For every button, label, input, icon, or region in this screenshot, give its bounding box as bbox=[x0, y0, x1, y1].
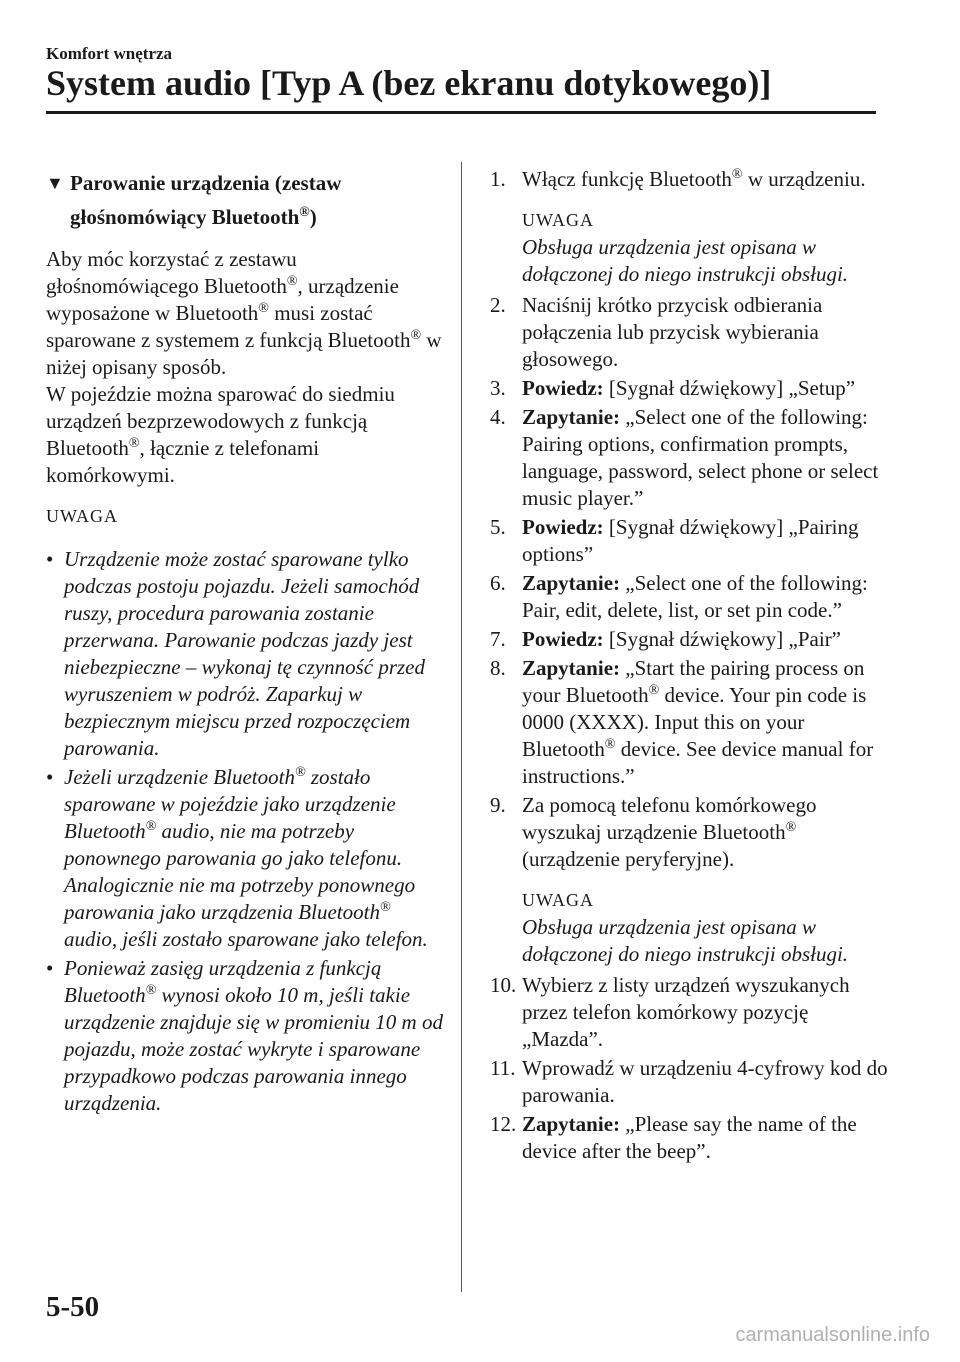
step-item: 5. Powiedz: [Sygnał dźwiękowy] „Pairing options” bbox=[490, 515, 859, 566]
title-rule bbox=[46, 111, 876, 114]
section-heading: ▼ Parowanie urządzenia (zestaw głośnomówiący Bluetooth®) bbox=[46, 166, 446, 234]
note-label: UWAGA bbox=[46, 506, 118, 526]
step-number: 7. bbox=[490, 627, 506, 651]
note-bullet: • Jeżeli urządzenie Bluetooth® zostało sparowane w pojeździe jako urządzenie Bluetooth® audio, nie ma potrzeby ponownego parowania go jako telefonu. Analogicznie nie ma potrzeby ponownego parowania jako urządzenia Bluetooth® audio, jeśli zostało sparowane jako telefon. bbox=[46, 765, 428, 951]
bullet-icon: • bbox=[46, 765, 54, 789]
step-item: 6. Zapytanie: „Select one of the following: Pair, edit, delete, list, or set pin code.” bbox=[490, 571, 868, 622]
intro-paragraph: Aby móc korzystać z zestawu głośnomówiącego Bluetooth®, urządzenie wyposażone w Bluetooth® musi zostać sparowane z systemem z funkcją Bluetooth® w niżej opisany sposób. W pojeździe można sparować do siedmiu urządzeń bezprzewodowych z funkcją Bluetooth®, łącznie z telefonami komórkowymi. bbox=[46, 247, 442, 487]
section-label: Komfort wnętrza bbox=[46, 44, 173, 63]
step-item: 9. Za pomocą telefonu komórkowego wyszukaj urządzenie Bluetooth® (urządzenie peryferyjne). bbox=[490, 793, 817, 871]
heading-line1: Parowanie urządzenia (zestaw bbox=[70, 171, 342, 195]
step-number: 8. bbox=[490, 656, 506, 680]
step-number: 5. bbox=[490, 515, 506, 539]
bullet-icon: • bbox=[46, 547, 54, 571]
left-column bbox=[46, 166, 446, 1119]
step-number: 11. bbox=[490, 1056, 516, 1080]
step-note bbox=[522, 207, 890, 288]
step-number: 6. bbox=[490, 571, 506, 595]
step-item: 7. Powiedz: [Sygnał dźwiękowy] „Pair” bbox=[490, 627, 842, 651]
triangle-icon: ▼ bbox=[46, 173, 64, 193]
step-item: 2. Naciśnij krótko przycisk odbierania połączenia lub przycisk wybierania głosowego. bbox=[490, 293, 823, 371]
step-item: 8. Zapytanie: „Start the pairing process on your Bluetooth® device. Your pin code is 0000 (XXXX). Input this on your Bluetooth® device. See device manual for instructions.” bbox=[490, 656, 874, 788]
step-item: 4. Zapytanie: „Select one of the following: Pairing options, confirmation prompts, language, password, select phone or select music player.” bbox=[490, 405, 879, 510]
step-note bbox=[522, 887, 890, 968]
note-bullet: • Urządzenie może zostać sparowane tylko podczas postoju pojazdu. Jeżeli samochód ruszy, procedura parowania zostanie przerwana. Parowanie podczas jazdy jest niebezpieczne – wykonaj tę czynność przed wyruszeniem w podróż. Zaparkuj w bezpiecznym miejscu przed rozpoczęciem parowania. bbox=[46, 547, 425, 760]
note-bullet: • Ponieważ zasięg urządzenia z funkcją Bluetooth® wynosi około 10 m, jeśli takie urządzenie znajduje się w promieniu 10 m od pojazdu, może zostać wykryte i sparowane przypadkowo podczas parowania innego urządzenia. bbox=[46, 956, 443, 1115]
step-number: 9. bbox=[490, 793, 506, 817]
note-label: UWAGA bbox=[522, 210, 594, 230]
page-number: 5-50 bbox=[46, 1291, 100, 1323]
page-title: System audio [Typ A (bez ekranu dotykowego)] bbox=[46, 63, 772, 103]
note-label: UWAGA bbox=[522, 890, 594, 910]
step-item: 10. Wybierz z listy urządzeń wyszukanych przez telefon komórkowy pozycję „Mazda”. bbox=[490, 973, 850, 1051]
step-item: 1. Włącz funkcję Bluetooth® w urządzeniu. bbox=[490, 167, 866, 191]
step-item: 12. Zapytanie: „Please say the name of the device after the beep”. bbox=[490, 1112, 857, 1163]
registered-mark: ® bbox=[299, 205, 310, 220]
step-item: 3. Powiedz: [Sygnał dźwiękowy] „Setup” bbox=[490, 376, 856, 400]
column-divider bbox=[461, 162, 462, 1292]
note-text: Obsługa urządzenia jest opisana w dołączonej do niego instrukcji obsługi. bbox=[522, 915, 849, 966]
step-number: 12. bbox=[490, 1112, 517, 1136]
step-number: 3. bbox=[490, 376, 506, 400]
watermark: carmanualsonline.info bbox=[735, 1324, 930, 1346]
right-column bbox=[490, 166, 890, 1167]
step-number: 10. bbox=[490, 973, 517, 997]
step-number: 1. bbox=[490, 167, 506, 191]
step-number: 4. bbox=[490, 405, 506, 429]
bullet-icon: • bbox=[46, 956, 54, 980]
step-number: 2. bbox=[490, 293, 506, 317]
step-item: 11. Wprowadź w urządzeniu 4-cyfrowy kod do parowania. bbox=[490, 1056, 888, 1107]
note-text: Obsługa urządzenia jest opisana w dołączonej do niego instrukcji obsługi. bbox=[522, 235, 849, 286]
heading-line2: głośnomówiący Bluetooth bbox=[70, 205, 300, 229]
